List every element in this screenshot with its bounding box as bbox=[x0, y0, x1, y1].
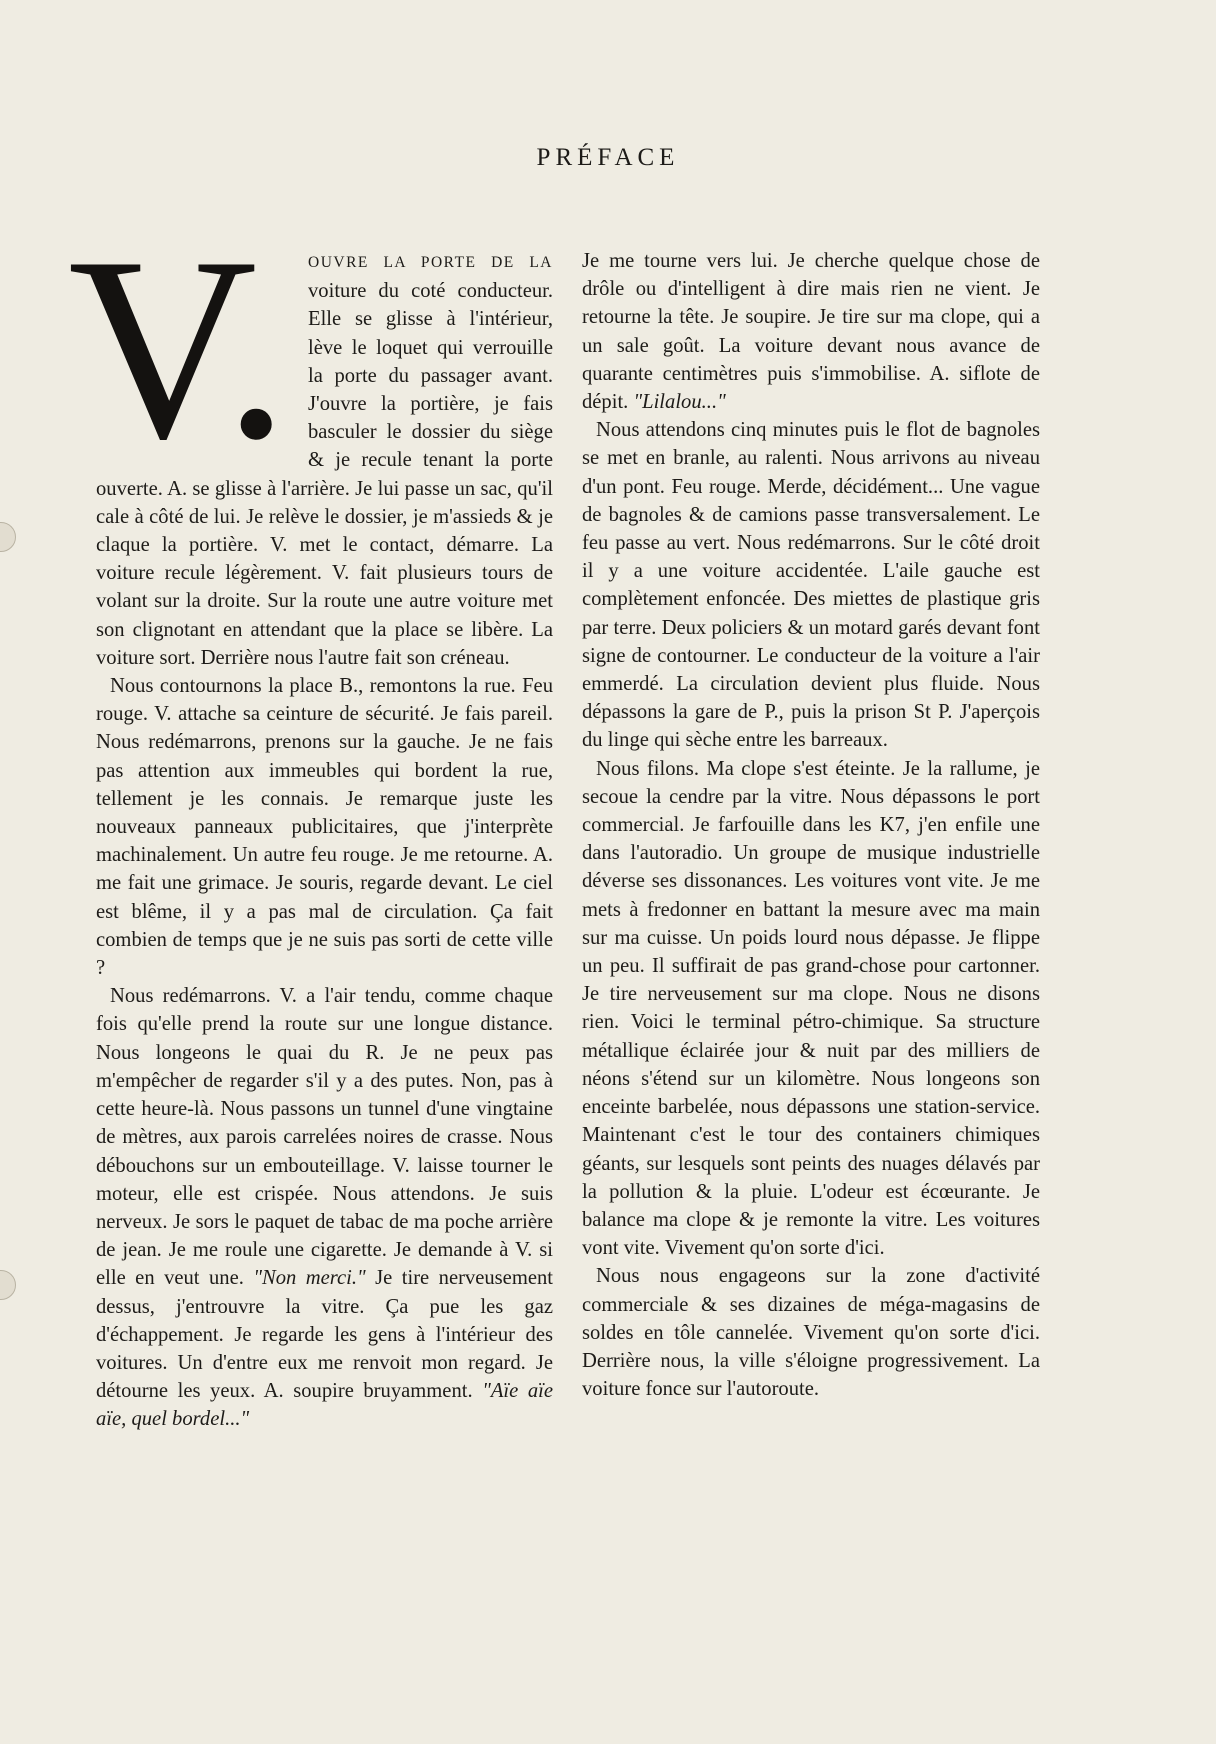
quote-aie: "Aïe aïe aïe, quel bordel..." bbox=[96, 1380, 553, 1431]
paragraph-text-cont: Je tire nerveusement dessus, j'entrouvre la vitre. Ça pue les gaz d'échappement. Je regarde les gens à l'intérieur des voitures. Un d'entre eux me renvoit mon regard. Je détourne les yeux. A. soupire bruyamment. bbox=[96, 1267, 554, 1403]
paragraph: Nous attendons cinq minutes puis le flot de bagnoles se met en branle, au ralenti. Nous arrivons au niveau d'un pont. Feu rouge. Merde, décidément... Une vague de bagnoles & de camions passe transversalement. Le feu passe au vert. Nous redémarrons. Sur le côté droit il y a une voiture accidentée. L'aile gauche est complètement enfoncée. Des miettes de plastique gris par terre. Deux policiers & un motard garés devant font signe de contourner. Le conducteur de la voiture a l'air emmerdé. La circulation devient plus fluide. Nous dépassons la gare de P., puis la prison St P. J'aperçois du linge qui sèche entre les barreaux. bbox=[582, 419, 1040, 752]
opening-text: voiture du coté conducteur. Elle se glisse à l'intérieur, lève le loquet qui verrouille la porte du passager avant. J'ouvre la portière, je fais basculer le dossier du siège & je recule tenant la porte ouverte. A. se glisse à l'arrière. Je lui passe un sac, qu'il cale à côté de lui. Je relève le dossier, je m'assieds & je claque la portière. V. met le contact, démarre. La voiture recule légèrement. V. fait plusieurs tours de volant sur la droite. Sur la route une autre voiture met son clignotant en attendant que la place se libère. La voiture sort. Derrière nous l'autre fait son créneau. bbox=[96, 280, 553, 669]
drop-cap-glyph bbox=[68, 248, 300, 460]
paragraph-text: Je me tourne vers lui. Je cherche quelque chose de drôle ou d'intelligent à dire mais rien ne vient. Je retourne la tête. Je soupire. Je tire sur ma clope, qui a un sale goût. La voiture devant nous avance de quarante centimètres puis s'immobilise. A. siflote de dépit. bbox=[582, 250, 1040, 414]
paragraph-dialogue bbox=[96, 982, 553, 1433]
quote-non-merci: "Non merci." bbox=[253, 1267, 366, 1290]
paragraph-text: Nous redémarrons. V. a l'air tendu, comme chaque fois qu'elle prend la route sur une longue distance. Nous longeons le quai du R. Je ne peux pas m'empêcher de regarder s'il y a des putes. Non, pas à cette heure-là. Nous passons un tunnel d'une vingtaine de mètres, aux parois carrelées noires de crasse. Nous débouchons sur un embouteillage. V. laisse tourner le moteur, elle est crispée. Nous attendons. Je suis nerveux. Je sors le paquet de tabac de ma poche arrière de jean. Je me roule une cigarette. Je demande à V. si elle en veut une. bbox=[96, 985, 553, 1290]
paragraph: Nous filons. Ma clope s'est éteinte. Je la rallume, je secoue la cendre par la vitre. Nous dépassons le port commercial. Je farfouille dans les K7, j'en enfile une dans l'autoradio. Un groupe de musique industrielle déverse ses dissonances. Les voitures vont vite. Je me mets à fredonner en battant la mesure avec ma main sur ma cuisse. Un poids lourd nous dépasse. Je flippe un peu. Il suffirait de pas grand-chose pour cartonner. Je tire nerveusement sur ma clope. Nous ne disons rien. Voici le terminal pétro-chimique. Sa structure métallique éclairée jour & nuit par des milliers de néons s'étend sur un kilomètre. Nous longeons son enceinte barbelée, nous dépassons une station-service. Maintenant c'est le tour des containers chimiques géants, sur lesquels sont peints des nuages délavés par la pollution & la pluie. L'odeur est écœurante. Je balance ma clope & je remonte la vitre. Les voitures vont vite. Vivement qu'on sorte d'ici. bbox=[582, 757, 1040, 1260]
paragraph-continued bbox=[582, 247, 1040, 416]
binder-hole-bottom bbox=[0, 1270, 18, 1300]
opening-smallcaps: OUVRE LA PORTE DE LA bbox=[308, 254, 553, 271]
paragraph: Nous contournons la place B., remontons la rue. Feu rouge. V. attache sa ceinture de sécurité. Je fais pareil. Nous redémarrons, prenons sur la gauche. Je ne fais pas attention aux immeubles qui bordent la rue, tellement je les connais. Je remarque juste les nouveaux panneaux publicitaires, que j'interprète machinalement. Un autre feu rouge. Je me retourne. A. me fait une grimace. Je souris, regarde devant. Le ciel est blême, il y a pas mal de circulation. Ça fait combien de temps que je ne suis pas sorti de cette ville ? bbox=[96, 675, 553, 980]
quote-lilalou: "Lilalou..." bbox=[633, 391, 726, 414]
page-title: PRÉFACE bbox=[536, 144, 680, 171]
drop-cap bbox=[68, 248, 300, 460]
binder-hole-top bbox=[0, 522, 18, 552]
drop-cap-letter: V. bbox=[68, 248, 289, 460]
paragraph: Nous nous engageons sur la zone d'activité commerciale & ses dizaines de méga-magasins de soldes en tôle cannelée. Vivement qu'on sorte d'ici. Derrière nous, la ville s'éloigne progressivement. La voiture fonce sur l'autoroute. bbox=[582, 1265, 1040, 1401]
right-column bbox=[582, 247, 1040, 1403]
left-column bbox=[68, 247, 554, 1434]
